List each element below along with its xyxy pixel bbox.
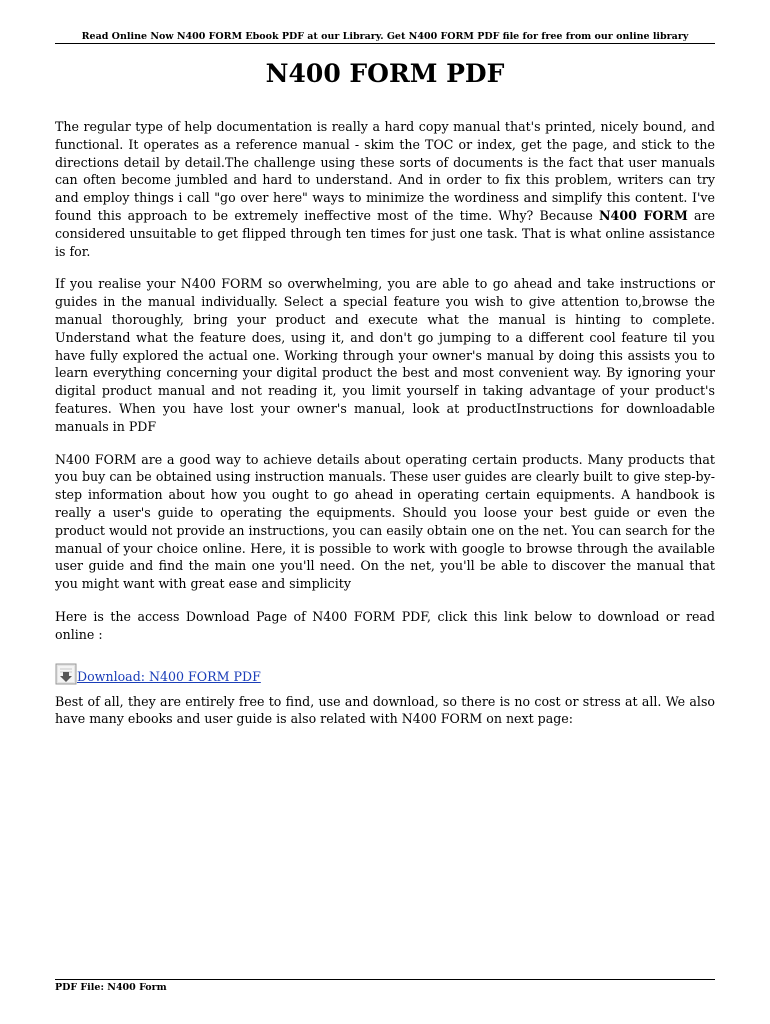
paragraph-best-of-all: Best of all, they are entirely free to find, use and download, so there is no cost or stress at all. We also have many ebooks and user guide is also related with N400 FORM on next page: bbox=[55, 693, 715, 727]
paragraph-good-way: N400 FORM are a good way to achieve details about operating certain products. Many products that you buy can be obtained using instruction manuals. These user guides are clearly built to give step-by-step information about how you ought to go ahead in operating certain equipments. A handbook is really a user's guide to operating the equipments. Should you loose your best guide or even the product would not provide an instructions, you can easily obtain one on the net. You can search for the manual of your choice online. Here, it is possible to work with google to browse through the available user guide and find the main one you'll need. On the net, you'll be able to discover the manual that you might want with great ease and simplicity bbox=[55, 451, 715, 592]
download-link[interactable]: Download: N400 FORM PDF bbox=[77, 668, 261, 684]
paragraph-intro bbox=[55, 118, 715, 260]
paragraph-intro-text-end: are considered unsuitable to get flipped through ten times for just one task. That is what online assistance is for. bbox=[55, 207, 715, 259]
paragraph-intro-bold: N400 FORM bbox=[599, 207, 688, 223]
document-body bbox=[55, 118, 715, 743]
download-icon[interactable] bbox=[55, 663, 77, 685]
page-footer: PDF File: N400 Form bbox=[55, 979, 715, 995]
download-row bbox=[55, 659, 715, 685]
page-title: N400 FORM PDF bbox=[265, 59, 505, 88]
paragraph-access: Here is the access Download Page of N400 FORM PDF, click this link below to download or read online : bbox=[55, 608, 715, 642]
paragraph-intro-text: The regular type of help documentation is really a hard copy manual that's printed, nicely bound, and functional. It operates as a reference manual - skim the TOC or index, get the page, and stick to the directions detail by detail.The challenge using these sorts of documents is the fact that user manuals can often become jumbled and hard to understand. And in order to fix this problem, writers can try and employ things i call "go over here" ways to minimize the wordiness and simplify this content. I've found this approach to be extremely ineffective most of the time. Why? Because bbox=[55, 119, 715, 223]
page-header: Read Online Now N400 FORM Ebook PDF at our Library. Get N400 FORM PDF file for free from our online library bbox=[55, 30, 715, 44]
paragraph-overwhelming: If you realise your N400 FORM so overwhelming, you are able to go ahead and take instructions or guides in the manual individually. Select a special feature you wish to give attention to,browse the manual thoroughly, bring your product and execute what the manual is hinting to complete. Understand what the feature does, using it, and don't go jumping to a different cool feature til you have fully explored the actual one. Working through your owner's manual by doing this assists you to learn everything concerning your digital product the best and most convenient way. By ignoring your digital product manual and not reading it, you limit yourself in taking advantage of your product's features. When you have lost your owner's manual, look at productInstructions for downloadable manuals in PDF bbox=[55, 276, 715, 434]
